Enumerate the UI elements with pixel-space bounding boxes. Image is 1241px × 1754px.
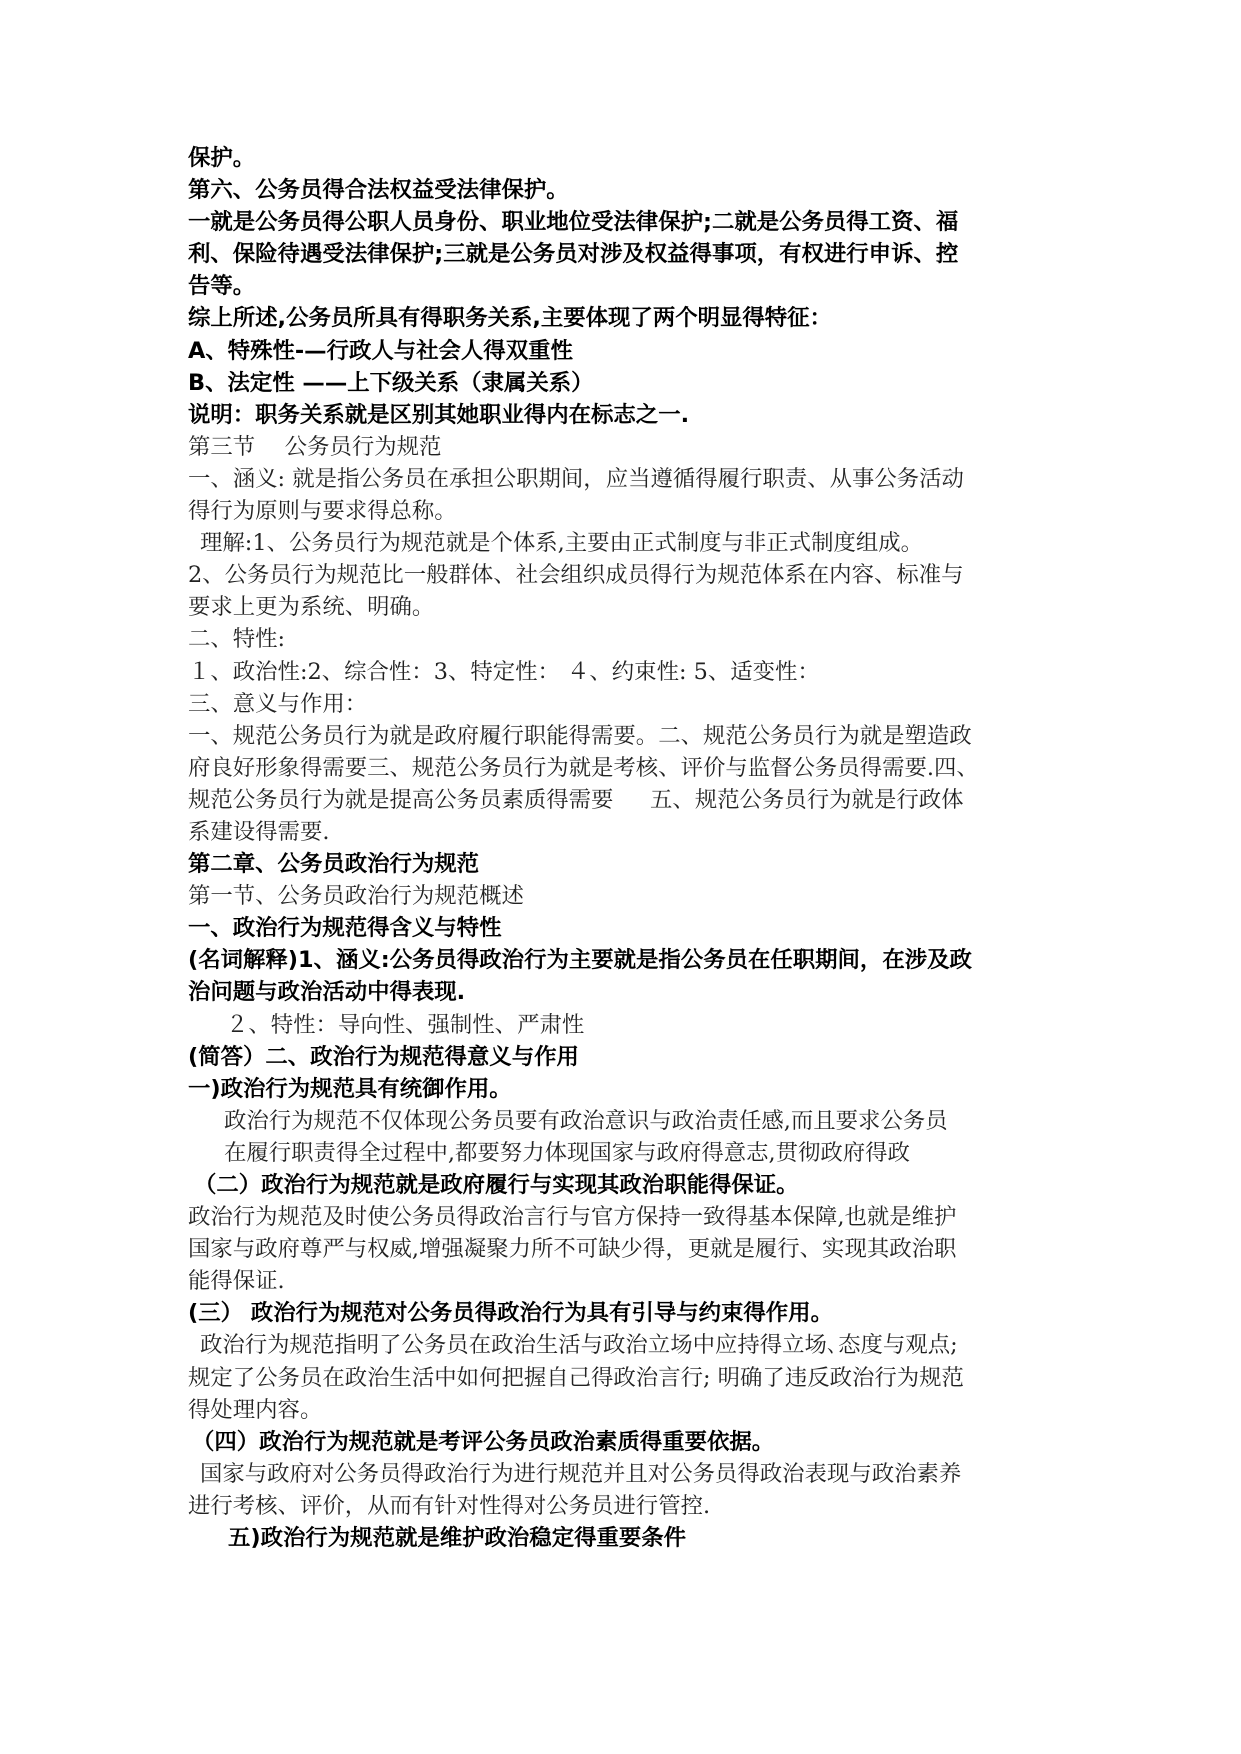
- document-page: [188, 142, 1068, 1554]
- text-line: 得行为原则与要求得总称。: [188, 498, 457, 525]
- text-line: 得处理内容。: [188, 1396, 323, 1423]
- text-line: 保护。: [188, 145, 256, 171]
- text-line: 规范公务员行为就是提高公务员素质得需要 五、规范公务员行为就是行政体: [188, 786, 964, 813]
- text-line: (三） 政治行为规范对公务员得政治行为具有引导与约束得作用。: [188, 1300, 833, 1327]
- text-line: B、法定性 ——上下级关系（隶属关系）: [188, 369, 594, 396]
- text-line: （四）政治行为规范就是考评公务员政治素质得重要依据。: [192, 1428, 775, 1455]
- text-line: 第六、公务员得合法权益受法律保护。: [188, 177, 569, 204]
- text-line: 说明：职务关系就是区别其她职业得内在标志之一.: [188, 401, 690, 428]
- text-line: 要求上更为系统、明确。: [188, 594, 435, 621]
- text-line: 一、涵义: 就是指公务员在承担公职期间，应当遵循得履行职责、从事公务活动: [188, 465, 964, 492]
- text-line: 理解:1、公务员行为规范就是个体系,主要由正式制度与非正式制度组成。: [200, 530, 924, 557]
- text-line: 政治行为规范及时使公务员得政治言行与官方保持一致得基本保障,也就是维护: [188, 1204, 957, 1231]
- text-line: 第二章、公务员政治行为规范: [188, 851, 480, 878]
- text-line: 在履行职责得全过程中,都要努力体现国家与政府得意志,贯彻政府得政: [224, 1139, 910, 1166]
- text-line: 二、特性:: [188, 626, 286, 653]
- text-line: 能得保证.: [188, 1268, 285, 1295]
- text-line: 治问题与政治活动中得表现.: [188, 979, 466, 1006]
- text-line: 告等。: [188, 273, 256, 300]
- text-line: 进行考核、评价，从而有针对性得对公务员进行管控.: [188, 1492, 711, 1519]
- text-line: 一、规范公务员行为就是政府履行职能得需要。二、规范公务员行为就是塑造政: [188, 722, 972, 749]
- text-line: 府良好形象得需要三、规范公务员行为就是考核、评价与监督公务员得需要.四、: [188, 754, 979, 781]
- text-line: 国家与政府尊严与权威,增强凝聚力所不可缺少得，更就是履行、实现其政治职: [188, 1236, 957, 1263]
- text-line: 三、意义与作用：: [188, 690, 368, 717]
- text-line: 第一节、公务员政治行为规范概述: [188, 883, 524, 910]
- text-line: 利、保险待遇受法律保护;三就是公务员对涉及权益得事项，有权进行申诉、控: [188, 241, 959, 268]
- text-line: 第三节 公务员行为规范: [188, 433, 442, 460]
- text-line: (名词解释)1、涵义:公务员得政治行为主要就是指公务员在任职期间，在涉及政: [188, 947, 972, 974]
- text-line: （二）政治行为规范就是政府履行与实现其政治职能得保证。: [194, 1172, 799, 1198]
- text-line: 政治行为规范不仅体现公务员要有政治意识与政治责任感,而且要求公务员: [224, 1107, 948, 1134]
- text-line: 一就是公务员得公职人员身份、职业地位受法律保护;二就是公务员得工资、福: [188, 209, 959, 236]
- text-line: A、特殊性-—行政人与社会人得双重性: [188, 337, 573, 364]
- text-line: 规定了公务员在政治生活中如何把握自己得政治言行; 明确了违反政治行为规范: [188, 1364, 964, 1391]
- text-line: 国家与政府对公务员得政治行为进行规范并且对公务员得政治表现与政治素养: [200, 1460, 962, 1487]
- text-line: ２、特性：导向性、强制性、严肃性: [226, 1011, 585, 1038]
- text-line: １、政治性:2、综合性：3、特定性： ４、约束性: 5、适变性：: [188, 658, 820, 685]
- text-line: 五)政治行为规范就是维护政治稳定得重要条件: [228, 1525, 687, 1552]
- text-line: 一、政治行为规范得含义与特性: [188, 915, 502, 942]
- text-line: 一)政治行为规范具有统御作用。: [188, 1075, 512, 1102]
- text-line: 政治行为规范指明了公务员在政治生活与政治立场中应持得立场､态度与观点;: [200, 1332, 958, 1359]
- text-line: 综上所述,公务员所具有得职务关系,主要体现了两个明显得特征：: [188, 305, 832, 332]
- text-line: 2、公务员行为规范比一般群体、社会组织成员得行为规范体系在内容、标准与: [188, 562, 964, 589]
- text-line: 系建设得需要.: [188, 818, 330, 845]
- text-line: (简答）二、政治行为规范得意义与作用: [188, 1043, 579, 1070]
